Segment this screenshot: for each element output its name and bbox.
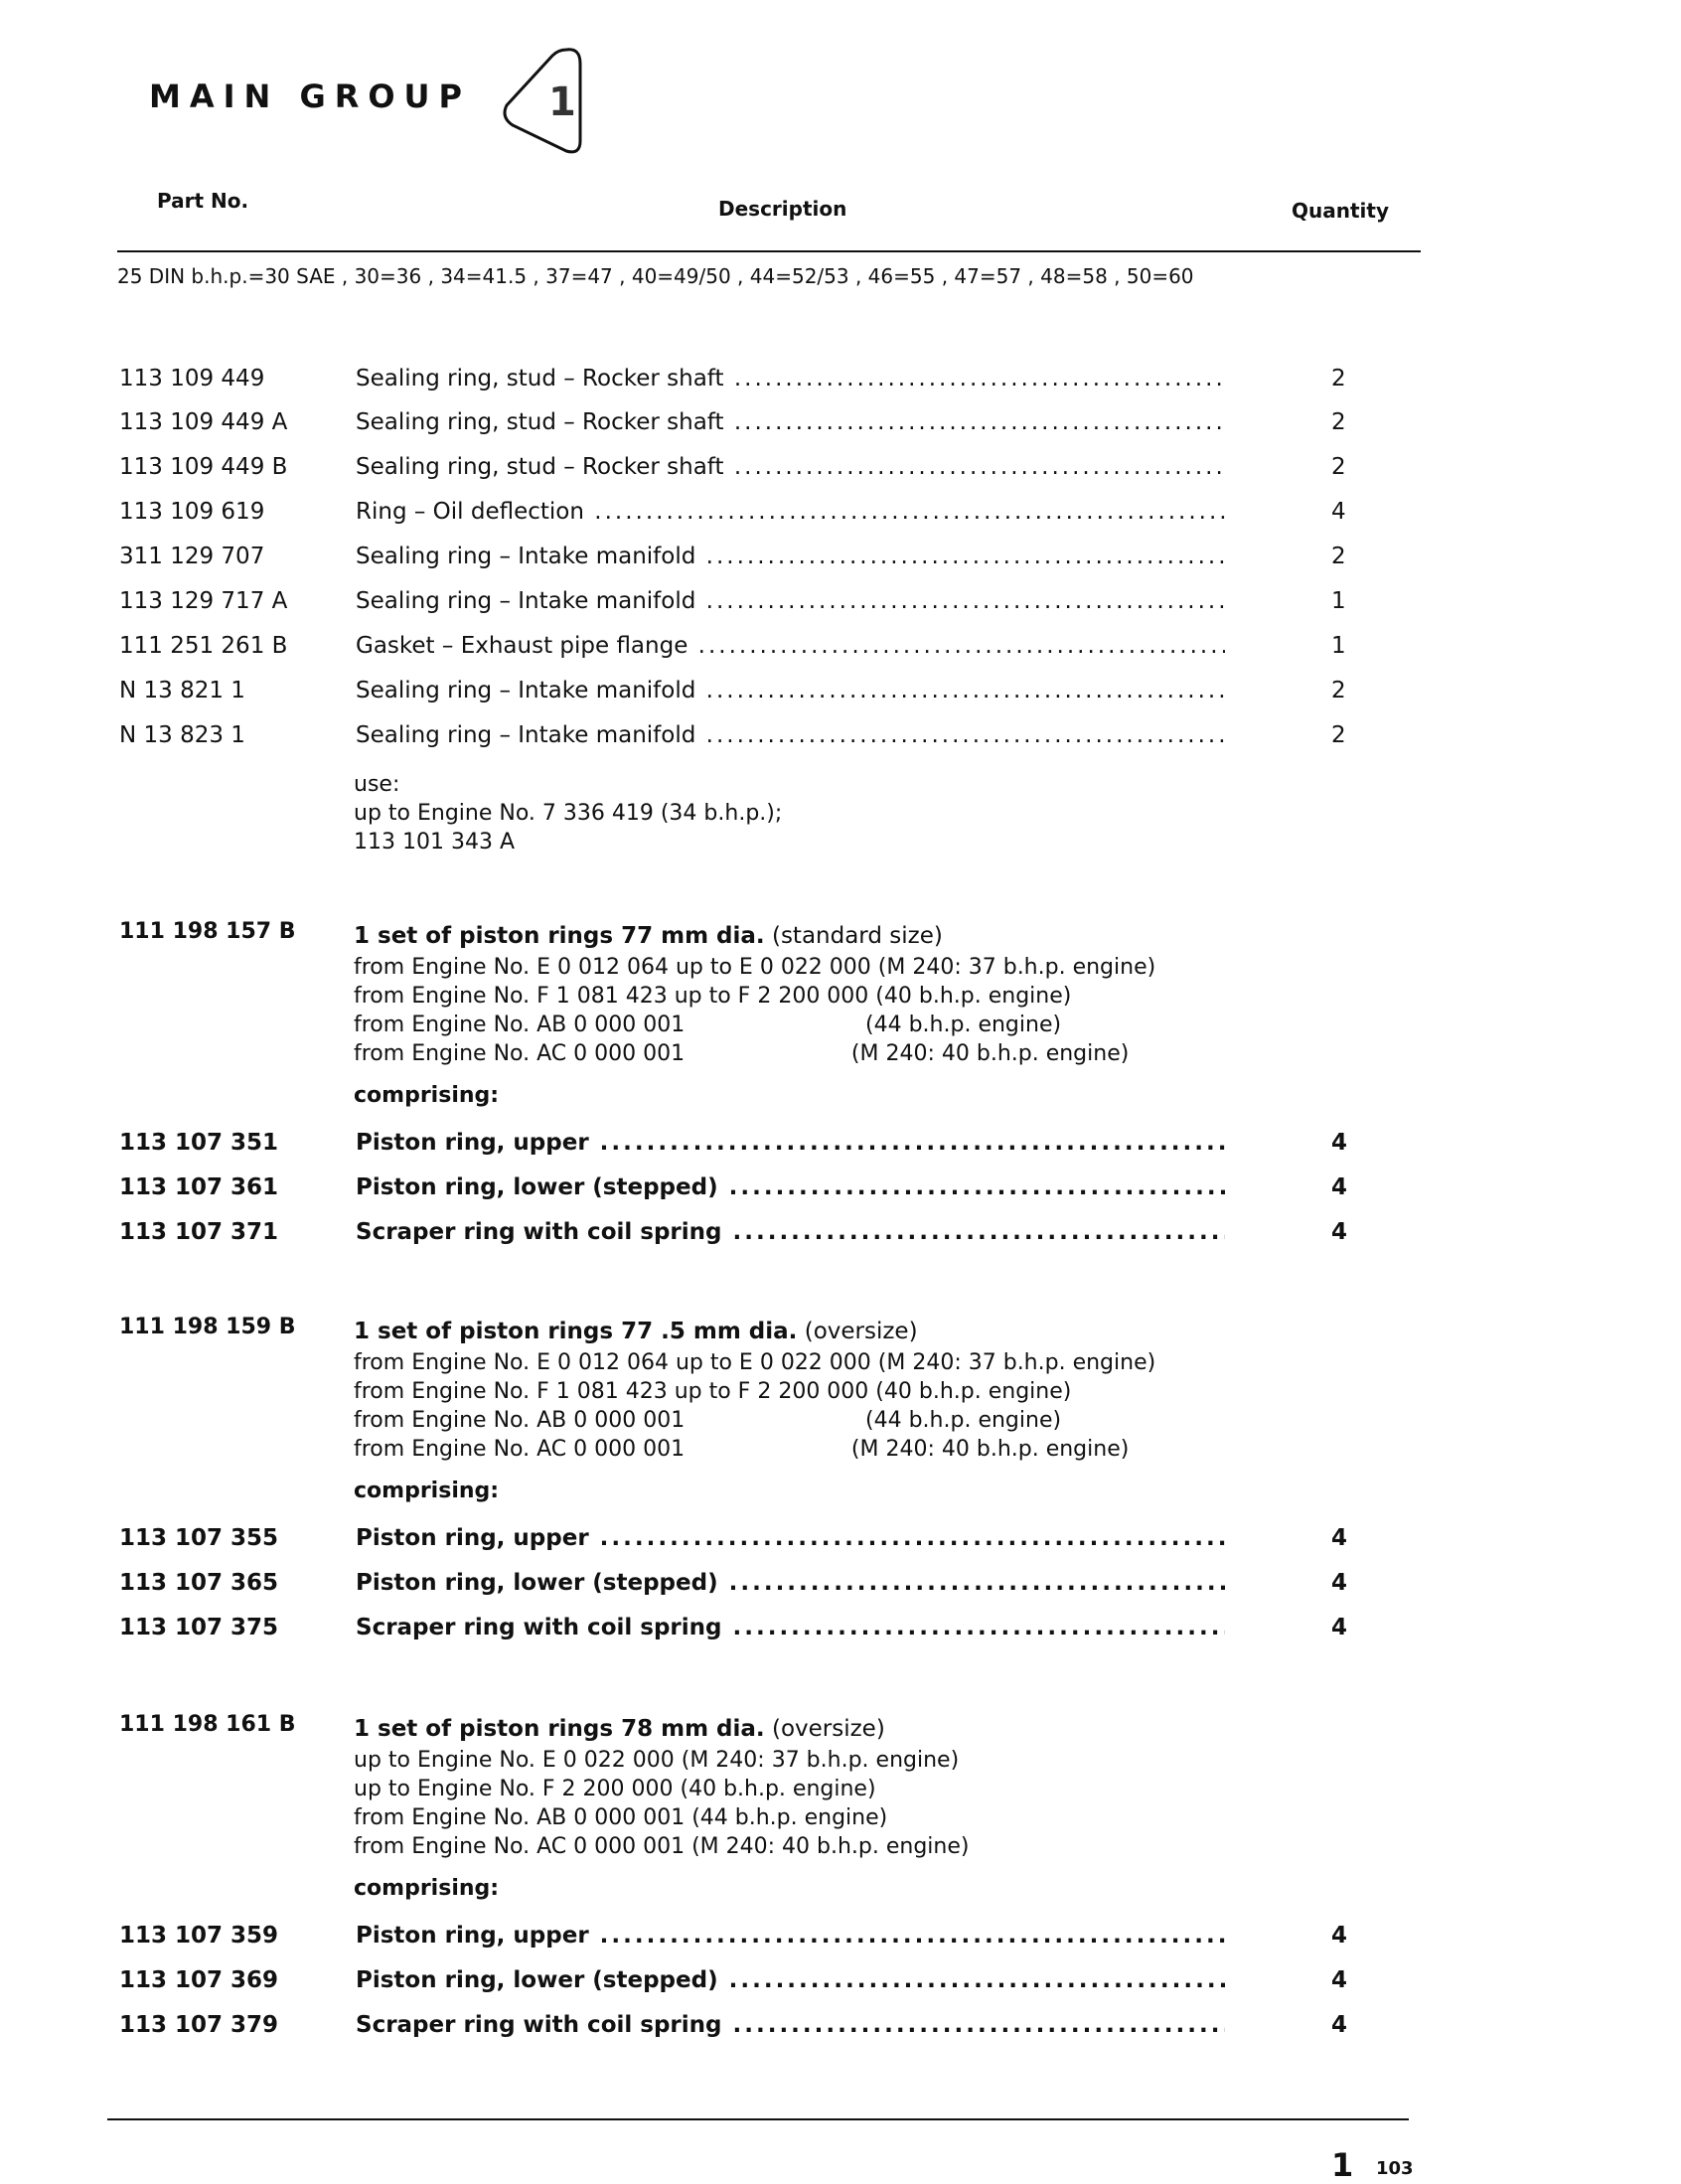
part-number: 113 107 369 [119,1967,279,1993]
parts-row [0,633,1681,673]
part-quantity: 4 [1331,499,1346,525]
set-title-size: (oversize) [797,1319,918,1344]
footer-rule [107,2118,1409,2120]
parts-row [0,678,1681,717]
part-quantity: 2 [1331,366,1346,391]
applicability-line: from Engine No. AC 0 000 001 (M 240: 40 b.h.p. engine) [354,1041,1130,1066]
part-quantity: 2 [1331,454,1346,480]
parts-row [0,722,1681,762]
page-number: 1 [1331,2146,1354,2184]
parts-row [0,1923,1681,1962]
part-number: 113 109 449 [119,366,265,391]
part-description: Piston ring, lower (stepped) ..... [356,1967,1225,1993]
svg-text:1: 1 [548,79,576,125]
parts-row [0,454,1681,494]
header-rule [117,250,1421,252]
part-number: 113 107 361 [119,1174,279,1200]
part-description: Piston ring, upper ..... [356,1923,1225,1949]
set-part-number: 111 198 161 B [119,1712,296,1737]
set-title-bold: 1 set of piston rings 78 mm dia. [354,1716,765,1742]
part-number: 311 129 707 [119,544,265,569]
parts-row [0,1570,1681,1610]
applicability-line: from Engine No. AB 0 000 001 (44 b.h.p. engine) [354,1013,1062,1037]
part-number: N 13 821 1 [119,678,245,703]
applicability-line: from Engine No. E 0 012 064 up to E 0 022 000 (M 240: 37 b.h.p. engine) [354,955,1156,980]
comprising-label: comprising: [354,1479,500,1503]
applicability-line: from Engine No. AB 0 000 001 (44 b.h.p. engine) [354,1805,888,1830]
part-number: N 13 823 1 [119,722,245,748]
parts-row [0,544,1681,583]
set-applicability [354,1746,969,1861]
applicability-line: up to Engine No. F 2 200 000 (40 b.h.p. engine) [354,1777,876,1801]
applicability-line: from Engine No. F 1 081 423 up to F 2 200 000 (40 b.h.p. engine) [354,984,1072,1009]
part-quantity: 4 [1331,1615,1348,1640]
part-number: 113 109 449 B [119,454,288,480]
comprising-label: comprising: [354,1876,500,1901]
set-title-bold: 1 set of piston rings 77 .5 mm dia. [354,1319,798,1344]
part-description: Piston ring, lower (stepped) ..... [356,1570,1225,1596]
parts-row [0,409,1681,449]
applicability-line: from Engine No. E 0 012 064 up to E 0 022 000 (M 240: 37 b.h.p. engine) [354,1350,1156,1375]
part-description: Sealing ring, stud – Rocker shaft ..... [356,409,1225,435]
part-description: Sealing ring – Intake manifold ..... [356,678,1225,703]
part-number: 113 109 619 [119,499,265,525]
part-number: 113 107 351 [119,1130,279,1156]
part-quantity: 4 [1331,2012,1348,2038]
set-title [354,1716,885,1742]
part-number: 113 107 355 [119,1525,279,1551]
parts-row [0,366,1681,405]
use-note-line: 113 101 343 A [354,830,516,855]
part-description: Piston ring, upper ..... [356,1130,1225,1156]
part-quantity: 4 [1331,1967,1348,1993]
part-quantity: 2 [1331,544,1346,569]
part-number: 111 251 261 B [119,633,288,659]
use-note [354,770,782,857]
set-title [354,923,943,949]
part-quantity: 4 [1331,1219,1348,1245]
part-quantity: 4 [1331,1923,1348,1949]
part-description: Sealing ring – Intake manifold ..... [356,544,1225,569]
part-number: 113 107 371 [119,1219,279,1245]
part-description: Ring – Oil deflection ..... [356,499,1225,525]
comprising-label: comprising: [354,1083,500,1108]
page-number-suffix: 103 [1376,2158,1414,2179]
part-description: Piston ring, lower (stepped) ..... [356,1174,1225,1200]
parts-row [0,1130,1681,1170]
part-description: Scraper ring with coil spring ..... [356,1219,1225,1245]
part-quantity: 2 [1331,678,1346,703]
set-title-size: (oversize) [764,1716,885,1742]
set-title [354,1319,918,1344]
set-part-number: 111 198 157 B [119,919,296,944]
part-number: 113 129 717 A [119,588,288,614]
applicability-line: from Engine No. AC 0 000 001 (M 240: 40 b.h.p. engine) [354,1437,1130,1462]
part-quantity: 1 [1331,588,1346,614]
part-description: Scraper ring with coil spring ..... [356,2012,1225,2038]
part-description: Scraper ring with coil spring ..... [356,1615,1225,1640]
parts-row [0,1174,1681,1214]
set-applicability [354,1348,1155,1464]
column-header-description: Description [718,197,847,221]
part-quantity: 1 [1331,633,1346,659]
parts-row [0,1615,1681,1654]
part-quantity: 2 [1331,722,1346,748]
use-note-line: up to Engine No. 7 336 419 (34 b.h.p.); [354,801,783,826]
din-conversion-note: 25 DIN b.h.p.=30 SAE , 30=36 , 34=41.5 , 37=47 , 40=49/50 , 44=52/53 , 46=55 , 47=57 , 48=58 , 50=60 [117,264,1194,288]
part-description: Sealing ring – Intake manifold ..... [356,722,1225,748]
applicability-line: from Engine No. AB 0 000 001 (44 b.h.p. engine) [354,1408,1062,1433]
applicability-line: from Engine No. F 1 081 423 up to F 2 200 000 (40 b.h.p. engine) [354,1379,1072,1404]
part-number: 113 107 365 [119,1570,279,1596]
part-quantity: 4 [1331,1174,1348,1200]
applicability-line: up to Engine No. E 0 022 000 (M 240: 37 b.h.p. engine) [354,1748,960,1773]
set-title-bold: 1 set of piston rings 77 mm dia. [354,923,765,949]
applicability-line: from Engine No. AC 0 000 001 (M 240: 40 b.h.p. engine) [354,1834,970,1859]
column-header-quantity: Quantity [1292,199,1389,223]
parts-row [0,1525,1681,1565]
part-quantity: 2 [1331,409,1346,435]
parts-row [0,588,1681,628]
parts-row [0,2012,1681,2052]
engine-group-1-icon [497,44,586,162]
part-description: Sealing ring, stud – Rocker shaft ..... [356,366,1225,391]
set-applicability [354,953,1155,1068]
part-number: 113 107 359 [119,1923,279,1949]
page-title: MAIN GROUP [149,78,471,115]
part-description: Gasket – Exhaust pipe flange ..... [356,633,1225,659]
parts-row [0,1219,1681,1259]
column-header-part-no: Part No. [157,189,249,213]
part-quantity: 4 [1331,1130,1348,1156]
part-description: Sealing ring – Intake manifold ..... [356,588,1225,614]
part-number: 113 107 375 [119,1615,279,1640]
part-quantity: 4 [1331,1525,1348,1551]
part-description: Piston ring, upper ..... [356,1525,1225,1551]
part-quantity: 4 [1331,1570,1348,1596]
part-number: 113 109 449 A [119,409,288,435]
parts-row [0,1967,1681,2007]
use-note-line: use: [354,772,400,797]
parts-row [0,499,1681,539]
set-title-size: (standard size) [764,923,943,949]
set-part-number: 111 198 159 B [119,1315,296,1339]
part-description: Sealing ring, stud – Rocker shaft ..... [356,454,1225,480]
part-number: 113 107 379 [119,2012,279,2038]
